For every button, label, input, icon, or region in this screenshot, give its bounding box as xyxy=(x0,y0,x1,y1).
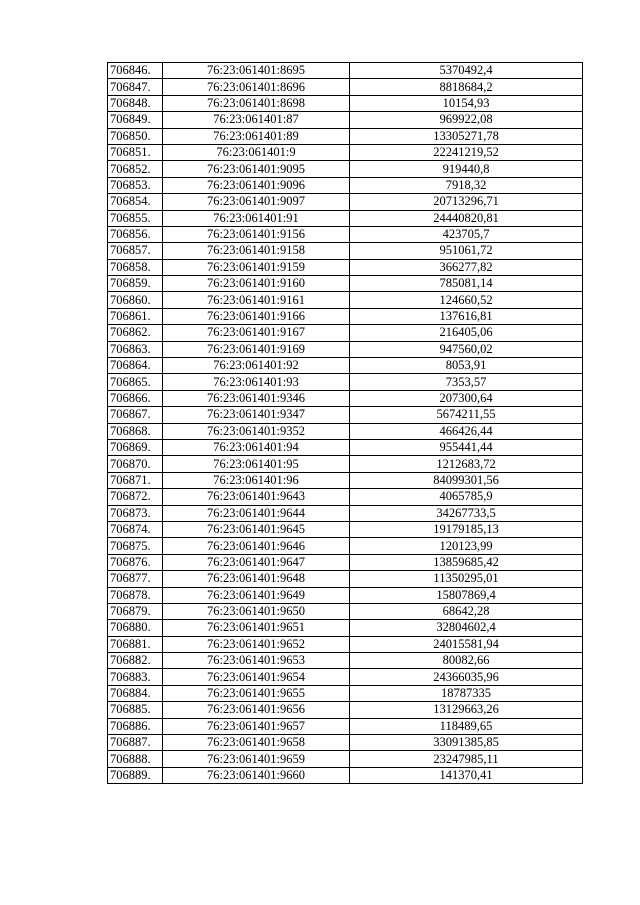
cadastral-number-cell: 76:23:061401:9095 xyxy=(163,161,350,177)
cadastral-number-cell: 76:23:061401:9651 xyxy=(163,620,350,636)
cadastral-number-cell: 76:23:061401:9650 xyxy=(163,603,350,619)
cadastral-value-cell: 4065785,9 xyxy=(350,489,583,505)
table-row xyxy=(108,489,583,505)
table-row xyxy=(108,718,583,734)
table-row xyxy=(108,79,583,95)
table-row xyxy=(108,161,583,177)
table-row xyxy=(108,423,583,439)
row-number-cell: 706857. xyxy=(108,243,163,259)
table-row xyxy=(108,112,583,128)
table-row xyxy=(108,472,583,488)
cadastral-number-cell: 76:23:061401:9347 xyxy=(163,407,350,423)
table-row xyxy=(108,554,583,570)
cadastral-value-cell: 216405,06 xyxy=(350,325,583,341)
cadastral-value-cell: 141370,41 xyxy=(350,767,583,783)
cadastral-number-cell: 76:23:061401:9645 xyxy=(163,521,350,537)
cadastral-value-cell: 118489,65 xyxy=(350,718,583,734)
row-number-cell: 706867. xyxy=(108,407,163,423)
cadastral-number-cell: 76:23:061401:91 xyxy=(163,210,350,226)
row-number-cell: 706869. xyxy=(108,439,163,455)
cadastral-number-cell: 76:23:061401:95 xyxy=(163,456,350,472)
cadastral-value-cell: 23247985,11 xyxy=(350,751,583,767)
cadastral-number-cell: 76:23:061401:9643 xyxy=(163,489,350,505)
row-number-cell: 706858. xyxy=(108,259,163,275)
table-row xyxy=(108,505,583,521)
cadastral-value-cell: 13129663,26 xyxy=(350,702,583,718)
cadastral-number-cell: 76:23:061401:9649 xyxy=(163,587,350,603)
cadastral-value-cell: 466426,44 xyxy=(350,423,583,439)
cadastral-value-cell: 8818684,2 xyxy=(350,79,583,95)
row-number-cell: 706847. xyxy=(108,79,163,95)
cadastral-value-cell: 423705,7 xyxy=(350,226,583,242)
table-row xyxy=(108,439,583,455)
table-row xyxy=(108,685,583,701)
cadastral-value-cell: 24440820,81 xyxy=(350,210,583,226)
cadastral-value-cell: 7918,32 xyxy=(350,177,583,193)
table-row xyxy=(108,144,583,160)
cadastral-value-cell: 19179185,13 xyxy=(350,521,583,537)
table-row xyxy=(108,407,583,423)
cadastral-number-cell: 76:23:061401:9156 xyxy=(163,226,350,242)
table-row xyxy=(108,603,583,619)
cadastral-value-cell: 68642,28 xyxy=(350,603,583,619)
table-row xyxy=(108,341,583,357)
table-row xyxy=(108,390,583,406)
table-row xyxy=(108,374,583,390)
table-row xyxy=(108,669,583,685)
cadastral-number-cell: 76:23:061401:93 xyxy=(163,374,350,390)
cadastral-value-cell: 785081,14 xyxy=(350,276,583,292)
cadastral-number-cell: 76:23:061401:9644 xyxy=(163,505,350,521)
cadastral-value-cell: 15807869,4 xyxy=(350,587,583,603)
cadastral-number-cell: 76:23:061401:9 xyxy=(163,144,350,160)
row-number-cell: 706886. xyxy=(108,718,163,734)
cadastral-number-cell: 76:23:061401:9648 xyxy=(163,571,350,587)
table-row xyxy=(108,571,583,587)
row-number-cell: 706868. xyxy=(108,423,163,439)
row-number-cell: 706846. xyxy=(108,63,163,79)
table-row xyxy=(108,767,583,783)
row-number-cell: 706874. xyxy=(108,521,163,537)
cadastral-number-cell: 76:23:061401:96 xyxy=(163,472,350,488)
cadastral-value-cell: 32804602,4 xyxy=(350,620,583,636)
row-number-cell: 706862. xyxy=(108,325,163,341)
row-number-cell: 706889. xyxy=(108,767,163,783)
table-row xyxy=(108,653,583,669)
row-number-cell: 706879. xyxy=(108,603,163,619)
row-number-cell: 706888. xyxy=(108,751,163,767)
row-number-cell: 706865. xyxy=(108,374,163,390)
table-row xyxy=(108,620,583,636)
row-number-cell: 706870. xyxy=(108,456,163,472)
cadastral-value-cell: 24015581,94 xyxy=(350,636,583,652)
cadastral-number-cell: 76:23:061401:9160 xyxy=(163,276,350,292)
cadastral-number-cell: 76:23:061401:9158 xyxy=(163,243,350,259)
table-row xyxy=(108,276,583,292)
cadastral-value-cell: 120123,99 xyxy=(350,538,583,554)
table-row xyxy=(108,325,583,341)
row-number-cell: 706881. xyxy=(108,636,163,652)
cadastral-value-cell: 947560,02 xyxy=(350,341,583,357)
table-row xyxy=(108,128,583,144)
cadastral-value-cell: 13305271,78 xyxy=(350,128,583,144)
cadastral-value-cell: 10154,93 xyxy=(350,95,583,111)
cadastral-number-cell: 76:23:061401:9169 xyxy=(163,341,350,357)
row-number-cell: 706883. xyxy=(108,669,163,685)
row-number-cell: 706885. xyxy=(108,702,163,718)
table-row xyxy=(108,226,583,242)
table-row xyxy=(108,702,583,718)
cadastral-value-table xyxy=(107,62,583,784)
table-row xyxy=(108,538,583,554)
table-row xyxy=(108,735,583,751)
row-number-cell: 706855. xyxy=(108,210,163,226)
row-number-cell: 706880. xyxy=(108,620,163,636)
row-number-cell: 706884. xyxy=(108,685,163,701)
table-row xyxy=(108,177,583,193)
cadastral-value-cell: 951061,72 xyxy=(350,243,583,259)
cadastral-number-cell: 76:23:061401:9647 xyxy=(163,554,350,570)
cadastral-value-cell: 124660,52 xyxy=(350,292,583,308)
row-number-cell: 706856. xyxy=(108,226,163,242)
cadastral-number-cell: 76:23:061401:92 xyxy=(163,358,350,374)
cadastral-value-cell: 80082,66 xyxy=(350,653,583,669)
row-number-cell: 706877. xyxy=(108,571,163,587)
row-number-cell: 706863. xyxy=(108,341,163,357)
row-number-cell: 706873. xyxy=(108,505,163,521)
row-number-cell: 706848. xyxy=(108,95,163,111)
cadastral-number-cell: 76:23:061401:8696 xyxy=(163,79,350,95)
table-row xyxy=(108,587,583,603)
cadastral-value-cell: 5674211,55 xyxy=(350,407,583,423)
row-number-cell: 706876. xyxy=(108,554,163,570)
row-number-cell: 706871. xyxy=(108,472,163,488)
cadastral-value-cell: 20713296,71 xyxy=(350,194,583,210)
table-row xyxy=(108,95,583,111)
cadastral-value-cell: 955441,44 xyxy=(350,439,583,455)
cadastral-value-cell: 33091385,85 xyxy=(350,735,583,751)
table-row xyxy=(108,751,583,767)
table-row xyxy=(108,292,583,308)
row-number-cell: 706852. xyxy=(108,161,163,177)
cadastral-number-cell: 76:23:061401:9654 xyxy=(163,669,350,685)
cadastral-number-cell: 76:23:061401:9352 xyxy=(163,423,350,439)
cadastral-value-cell: 137616,81 xyxy=(350,308,583,324)
table-row xyxy=(108,636,583,652)
cadastral-value-cell: 366277,82 xyxy=(350,259,583,275)
cadastral-number-cell: 76:23:061401:9646 xyxy=(163,538,350,554)
row-number-cell: 706853. xyxy=(108,177,163,193)
cadastral-value-cell: 8053,91 xyxy=(350,358,583,374)
cadastral-value-cell: 7353,57 xyxy=(350,374,583,390)
cadastral-value-cell: 207300,64 xyxy=(350,390,583,406)
cadastral-value-cell: 22241219,52 xyxy=(350,144,583,160)
table-row xyxy=(108,243,583,259)
cadastral-number-cell: 76:23:061401:9096 xyxy=(163,177,350,193)
row-number-cell: 706872. xyxy=(108,489,163,505)
cadastral-number-cell: 76:23:061401:9660 xyxy=(163,767,350,783)
cadastral-number-cell: 76:23:061401:9166 xyxy=(163,308,350,324)
row-number-cell: 706866. xyxy=(108,390,163,406)
table-row xyxy=(108,194,583,210)
table-row xyxy=(108,210,583,226)
table-row xyxy=(108,259,583,275)
cadastral-number-cell: 76:23:061401:87 xyxy=(163,112,350,128)
row-number-cell: 706887. xyxy=(108,735,163,751)
cadastral-number-cell: 76:23:061401:9346 xyxy=(163,390,350,406)
row-number-cell: 706861. xyxy=(108,308,163,324)
cadastral-number-cell: 76:23:061401:89 xyxy=(163,128,350,144)
cadastral-number-cell: 76:23:061401:9656 xyxy=(163,702,350,718)
cadastral-number-cell: 76:23:061401:9653 xyxy=(163,653,350,669)
row-number-cell: 706875. xyxy=(108,538,163,554)
cadastral-value-cell: 13859685,42 xyxy=(350,554,583,570)
table-row xyxy=(108,358,583,374)
row-number-cell: 706882. xyxy=(108,653,163,669)
cadastral-value-cell: 84099301,56 xyxy=(350,472,583,488)
cadastral-number-cell: 76:23:061401:9652 xyxy=(163,636,350,652)
table-row xyxy=(108,521,583,537)
cadastral-number-cell: 76:23:061401:8698 xyxy=(163,95,350,111)
cadastral-value-cell: 11350295,01 xyxy=(350,571,583,587)
cadastral-number-cell: 76:23:061401:94 xyxy=(163,439,350,455)
table-row xyxy=(108,63,583,79)
cadastral-number-cell: 76:23:061401:9659 xyxy=(163,751,350,767)
cadastral-value-cell: 5370492,4 xyxy=(350,63,583,79)
row-number-cell: 706860. xyxy=(108,292,163,308)
row-number-cell: 706849. xyxy=(108,112,163,128)
row-number-cell: 706851. xyxy=(108,144,163,160)
table-body xyxy=(108,63,583,784)
cadastral-value-cell: 24366035,96 xyxy=(350,669,583,685)
cadastral-number-cell: 76:23:061401:9097 xyxy=(163,194,350,210)
row-number-cell: 706850. xyxy=(108,128,163,144)
cadastral-number-cell: 76:23:061401:9657 xyxy=(163,718,350,734)
cadastral-value-cell: 34267733,5 xyxy=(350,505,583,521)
row-number-cell: 706864. xyxy=(108,358,163,374)
cadastral-number-cell: 76:23:061401:9658 xyxy=(163,735,350,751)
cadastral-value-cell: 18787335 xyxy=(350,685,583,701)
cadastral-number-cell: 76:23:061401:9161 xyxy=(163,292,350,308)
cadastral-value-cell: 1212683,72 xyxy=(350,456,583,472)
table-row xyxy=(108,456,583,472)
cadastral-value-cell: 919440,8 xyxy=(350,161,583,177)
cadastral-number-cell: 76:23:061401:9159 xyxy=(163,259,350,275)
cadastral-value-cell: 969922,08 xyxy=(350,112,583,128)
cadastral-number-cell: 76:23:061401:9655 xyxy=(163,685,350,701)
row-number-cell: 706854. xyxy=(108,194,163,210)
row-number-cell: 706859. xyxy=(108,276,163,292)
cadastral-number-cell: 76:23:061401:8695 xyxy=(163,63,350,79)
cadastral-number-cell: 76:23:061401:9167 xyxy=(163,325,350,341)
row-number-cell: 706878. xyxy=(108,587,163,603)
table-row xyxy=(108,308,583,324)
